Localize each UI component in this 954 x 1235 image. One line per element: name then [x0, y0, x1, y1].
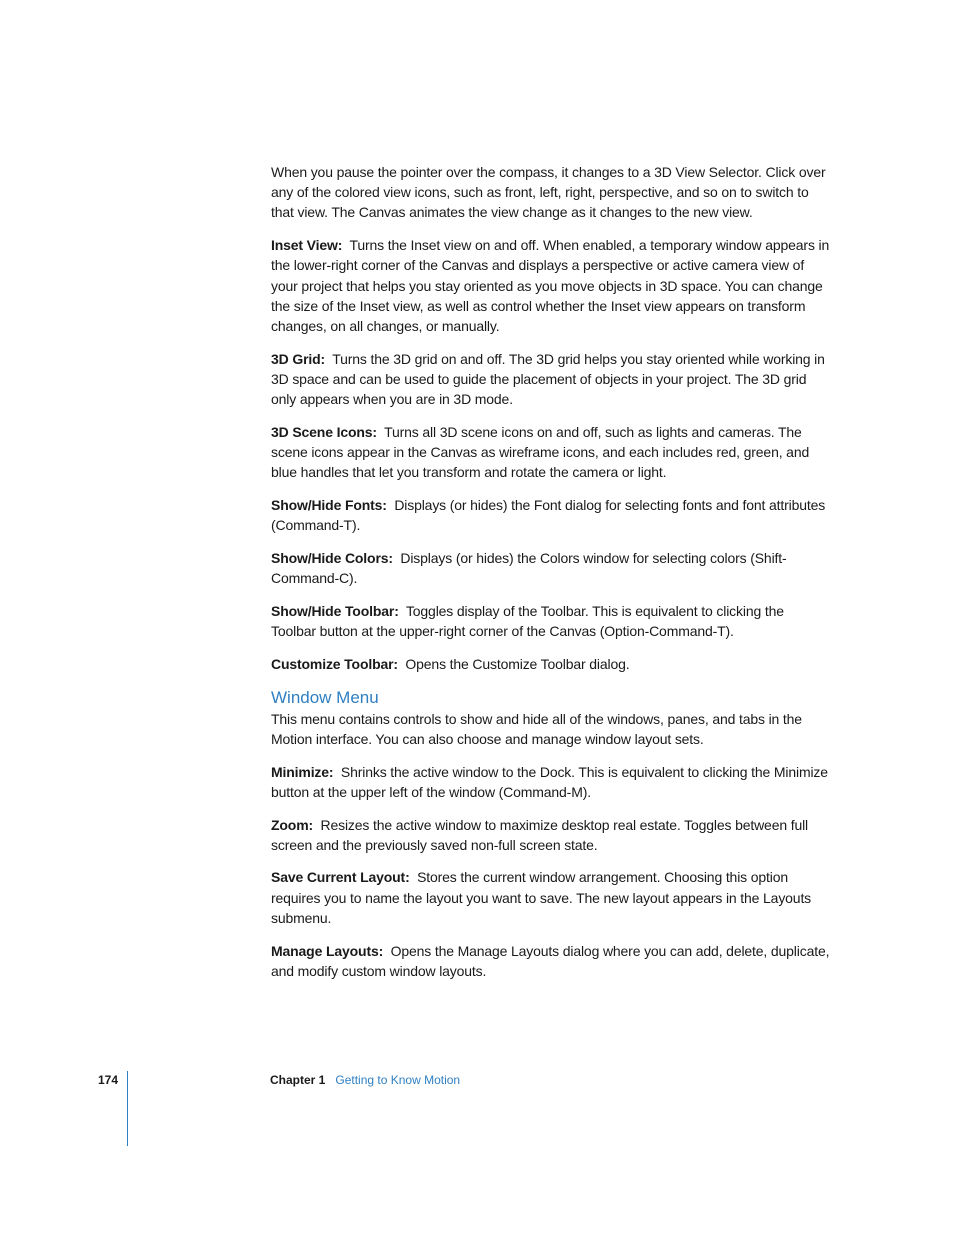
- term-description: Resizes the active window to maximize desktop real estate. Toggles between full screen and the previously saved non-full screen state.: [271, 816, 808, 853]
- term-description: Opens the Customize Toolbar dialog.: [405, 655, 630, 672]
- term-label: Zoom:: [271, 816, 314, 833]
- term-label: Show/Hide Fonts:: [271, 496, 387, 513]
- term-description: Toggles display of the Toolbar. This is equivalent to clicking the Toolbar button at the upper-right corner of the Canvas (Option-Command-T).: [271, 602, 784, 639]
- definition-manage-layouts: [271, 941, 831, 981]
- definition-3d-scene-icons: [271, 422, 831, 483]
- term-label: Show/Hide Toolbar:: [271, 602, 399, 619]
- chapter-reference: [270, 1073, 460, 1087]
- chapter-title-link[interactable]: Getting to Know Motion: [335, 1073, 461, 1087]
- term-description: Displays (or hides) the Colors window for selecting colors (Shift-Command-C).: [271, 549, 787, 586]
- definition-save-current-layout: [271, 867, 831, 928]
- term-description: Opens the Manage Layouts dialog where you can add, delete, duplicate, and modify custom window layouts.: [271, 942, 830, 979]
- section-heading-window-menu: Window Menu: [271, 687, 379, 707]
- page-content: [271, 162, 831, 994]
- definition-zoom: [271, 815, 831, 855]
- term-description: Stores the current window arrangement. Choosing this option requires you to name the layout you want to save. The new layout appears in the Layouts submenu.: [271, 869, 812, 926]
- definition-minimize: [271, 762, 831, 802]
- definition-customize-toolbar: [271, 654, 831, 674]
- term-description: Turns the Inset view on and off. When enabled, a temporary window appears in the lower-right corner of the Canvas and displays a perspective or active camera view of your project that helps you stay oriented as you move objects in 3D space. You can change the size of the Inset view, as well as control whether the Inset view appears on transform changes, on all changes, or manually.: [271, 237, 830, 334]
- term-label: 3D Scene Icons:: [271, 423, 377, 440]
- footer-divider: [127, 1071, 128, 1146]
- definition-show-hide-colors: [271, 548, 831, 588]
- definition-3d-grid: [271, 349, 831, 410]
- page-number: 174: [98, 1073, 119, 1087]
- chapter-label: Chapter 1: [270, 1073, 326, 1087]
- term-description: Turns the 3D grid on and off. The 3D grid helps you stay oriented while working in 3D space and can be used to guide the placement of objects in your project. The 3D grid only appears when you are in 3D mode.: [271, 350, 825, 408]
- definition-inset-view: [271, 235, 831, 336]
- window-menu-intro: This menu contains controls to show and hide all of the windows, panes, and tabs in the Motion interface. You can also choose and manage window layout sets.: [271, 710, 802, 747]
- term-label: Save Current Layout:: [271, 869, 410, 886]
- intro-paragraph: When you pause the pointer over the compass, it changes to a 3D View Selector. Click over any of the colored view icons, such as front, left, right, perspective, and so on to switch to that view. The Canvas animates the view change as it changes to the new view.: [271, 164, 826, 221]
- term-label: Show/Hide Colors:: [271, 549, 393, 566]
- term-label: 3D Grid:: [271, 350, 326, 367]
- term-description: Displays (or hides) the Font dialog for selecting fonts and font attributes (Command-T).: [271, 496, 826, 534]
- term-label: Manage Layouts:: [271, 942, 384, 959]
- term-label: Minimize:: [271, 763, 334, 780]
- definition-show-hide-fonts: [271, 495, 831, 535]
- term-label: Customize Toolbar:: [271, 655, 398, 672]
- term-label: Inset View:: [271, 237, 343, 254]
- term-description: Shrinks the active window to the Dock. This is equivalent to clicking the Minimize button at the upper left of the window (Command-M).: [271, 763, 828, 800]
- term-description: Turns all 3D scene icons on and off, such as lights and cameras. The scene icons appear in the Canvas as wireframe icons, and each includes red, green, and blue handles that let you transform and rotate the camera or light.: [271, 423, 810, 481]
- definition-show-hide-toolbar: [271, 601, 831, 641]
